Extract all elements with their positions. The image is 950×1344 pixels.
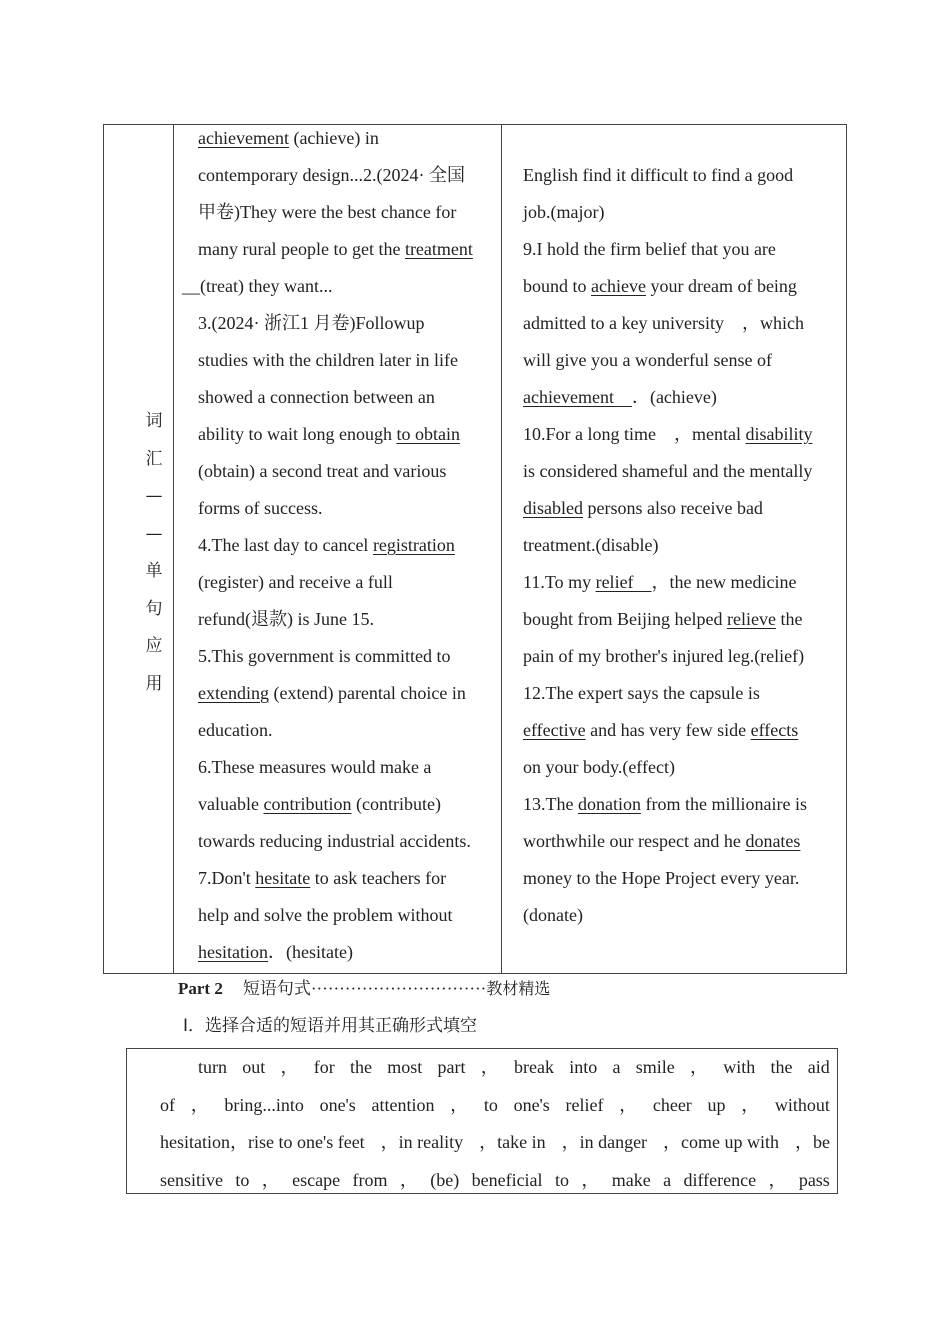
text-line bbox=[523, 342, 812, 379]
phrase-token: the bbox=[770, 1057, 793, 1077]
text-line bbox=[198, 305, 473, 342]
text-segment: (register) and receive a full bbox=[198, 572, 393, 592]
phrase-token: ， bbox=[450, 1094, 469, 1115]
phrase-token: ， bbox=[619, 1094, 638, 1115]
text-segment: many rural people to get the bbox=[198, 239, 405, 259]
text-line bbox=[198, 749, 473, 786]
text-segment: __ bbox=[182, 276, 200, 296]
answer-word: extending bbox=[198, 683, 269, 703]
text-line bbox=[523, 527, 812, 564]
answer-word: achievement bbox=[198, 128, 289, 148]
phrase-token: to bbox=[554, 1169, 569, 1190]
text-segment: your dream of being bbox=[645, 276, 797, 296]
phrase-token: difference bbox=[683, 1169, 757, 1190]
category-char: 词 bbox=[145, 411, 163, 431]
text-line bbox=[523, 305, 812, 342]
text-line bbox=[198, 490, 473, 527]
phrase-box bbox=[126, 1048, 838, 1194]
text-segment: bound to bbox=[523, 276, 592, 296]
text-line bbox=[198, 194, 473, 231]
text-line bbox=[198, 416, 473, 453]
phrase-token: smile bbox=[635, 1057, 675, 1077]
phrase-token: ， bbox=[581, 1169, 600, 1190]
text-segment: admitted to a key university ，which bbox=[523, 313, 804, 333]
text-segment: the bbox=[775, 609, 803, 629]
part2-heading bbox=[178, 975, 550, 1003]
phrase-token: escape bbox=[292, 1169, 341, 1190]
phrase-token: ，in danger bbox=[561, 1132, 648, 1152]
text-segment: 5.This government is committed to bbox=[198, 646, 451, 666]
phrase-token: sensitive bbox=[160, 1169, 223, 1190]
text-segment: is considered shameful and the mentally bbox=[523, 461, 813, 481]
text-line bbox=[198, 527, 473, 564]
phrase-token: one's bbox=[319, 1094, 356, 1115]
answer-word: effects bbox=[750, 720, 799, 740]
text-segment: English find it difficult to find a good bbox=[523, 165, 794, 185]
category-char: 句 bbox=[145, 598, 163, 619]
answer-word: treatment bbox=[404, 239, 473, 259]
phrase-token: hesitation，rise to one's feet bbox=[160, 1132, 365, 1152]
text-line bbox=[198, 342, 473, 379]
answer-word: disability bbox=[745, 424, 813, 444]
part2-title: 短语句式 bbox=[242, 979, 311, 999]
phrase-token: ，be bbox=[794, 1132, 830, 1152]
text-line bbox=[198, 601, 473, 638]
phrase-token: ， bbox=[768, 1169, 787, 1190]
phrase-token: (be) bbox=[430, 1169, 460, 1190]
phrase-token: out bbox=[242, 1057, 266, 1077]
text-segment: and has very few side bbox=[585, 720, 751, 740]
phrase-token: ， bbox=[261, 1169, 280, 1190]
phrase-token: from bbox=[352, 1169, 388, 1190]
text-segment: 4.The last day to cancel bbox=[198, 535, 373, 555]
exercise-instruction: Ⅰ．选择合适的短语并用其正确形式填空 bbox=[183, 1016, 478, 1036]
text-segment: valuable bbox=[198, 794, 264, 814]
middle-column-text bbox=[182, 120, 473, 971]
phrase-token: pass bbox=[798, 1169, 830, 1190]
text-segment: studies with the children later in life bbox=[198, 350, 458, 370]
phrase-token: to bbox=[483, 1094, 498, 1115]
text-line bbox=[198, 157, 473, 194]
text-line bbox=[523, 453, 812, 490]
text-segment: 12.The expert says the capsule is bbox=[523, 683, 760, 703]
text-line bbox=[523, 712, 812, 749]
phrase-token: ，take in bbox=[479, 1132, 546, 1152]
text-line bbox=[198, 823, 473, 860]
text-line bbox=[198, 379, 473, 416]
category-char: 单 bbox=[145, 561, 163, 581]
phrase-token: ， bbox=[190, 1094, 209, 1115]
answer-word: donates bbox=[745, 831, 801, 851]
text-line bbox=[523, 379, 812, 416]
phrase-token: part bbox=[437, 1057, 466, 1077]
text-segment: forms of success. bbox=[198, 498, 323, 518]
part2-label: Part 2 bbox=[178, 979, 223, 998]
answer-word: disabled bbox=[523, 498, 583, 518]
text-line bbox=[523, 268, 812, 305]
right-column bbox=[502, 125, 846, 973]
text-line bbox=[198, 231, 473, 268]
phrase-token: ，in reality bbox=[380, 1132, 464, 1152]
text-segment: 7.Don't bbox=[198, 868, 256, 888]
phrase-token: with bbox=[723, 1057, 756, 1077]
category-char: 应 bbox=[145, 636, 163, 656]
part2-tag: 教材精选 bbox=[486, 979, 551, 998]
phrase-token: one's bbox=[513, 1094, 550, 1115]
text-segment: ，the new medicine bbox=[651, 572, 797, 592]
phrase-token: ， bbox=[741, 1094, 760, 1115]
text-line bbox=[523, 823, 812, 860]
text-segment: to ask teachers for bbox=[310, 868, 447, 888]
text-segment: help and solve the problem without bbox=[198, 905, 453, 925]
phrase-token: relief bbox=[565, 1094, 604, 1115]
text-line bbox=[182, 268, 473, 305]
part2-dots: ······························· bbox=[310, 979, 487, 998]
phrase-list bbox=[160, 1049, 830, 1199]
phrase-token: the bbox=[350, 1057, 373, 1077]
text-segment: contemporary design...2.(2024· 全国 bbox=[198, 165, 465, 185]
phrase-token: of bbox=[160, 1094, 175, 1115]
category-char: — bbox=[145, 486, 163, 506]
text-segment: (obtain) a second treat and various bbox=[198, 461, 447, 481]
answer-word: to obtain bbox=[396, 424, 460, 444]
phrase-token: for bbox=[313, 1057, 335, 1077]
text-segment: from the millionaire is bbox=[640, 794, 807, 814]
middle-column bbox=[174, 125, 502, 973]
phrase-token: turn bbox=[198, 1057, 227, 1077]
text-segment: (extend) parental choice in bbox=[268, 683, 466, 703]
category-column bbox=[104, 125, 174, 973]
phrase-token: ， bbox=[399, 1169, 418, 1190]
text-line bbox=[523, 231, 812, 268]
answer-word: registration bbox=[372, 535, 455, 555]
answer-word: donation bbox=[577, 794, 641, 814]
text-segment: (treat) they want... bbox=[200, 276, 333, 296]
text-segment: towards reducing industrial accidents. bbox=[198, 831, 471, 851]
answer-word: relieve bbox=[726, 609, 776, 629]
text-segment: (contribute) bbox=[351, 794, 441, 814]
text-segment: education. bbox=[198, 720, 273, 740]
phrase-token: ， bbox=[280, 1057, 299, 1077]
text-segment: pain of my brother's injured leg.(relief) bbox=[523, 646, 805, 666]
text-segment: (donate) bbox=[523, 905, 583, 925]
phrase-token: a bbox=[663, 1169, 672, 1190]
phrase-token: up bbox=[707, 1094, 726, 1115]
category-char: 用 bbox=[145, 673, 163, 694]
phrase-line bbox=[160, 1087, 830, 1125]
vocab-table bbox=[103, 124, 847, 974]
text-line bbox=[523, 675, 812, 712]
phrase-token: ， bbox=[690, 1057, 709, 1077]
answer-word: relief bbox=[595, 572, 652, 592]
text-line bbox=[523, 638, 812, 675]
text-line bbox=[198, 934, 473, 971]
answer-word: hesitation bbox=[198, 942, 268, 962]
text-segment: (achieve) in bbox=[288, 128, 379, 148]
text-segment: worthwhile our respect and he bbox=[523, 831, 746, 851]
text-line bbox=[198, 564, 473, 601]
text-line bbox=[523, 601, 812, 638]
text-segment: showed a connection between an bbox=[198, 387, 435, 407]
text-line bbox=[198, 453, 473, 490]
phrase-token: attention bbox=[371, 1094, 435, 1115]
phrase-token: most bbox=[387, 1057, 423, 1077]
phrase-line bbox=[160, 1162, 830, 1200]
text-line bbox=[523, 786, 812, 823]
answer-word: achieve bbox=[591, 276, 646, 296]
text-line bbox=[198, 712, 473, 749]
phrase-token: without bbox=[774, 1094, 830, 1115]
category-char: 汇 bbox=[145, 448, 163, 469]
answer-word: achievement bbox=[523, 387, 632, 407]
text-segment: ability to wait long enough bbox=[198, 424, 397, 444]
phrase-token: to bbox=[235, 1169, 250, 1190]
text-line bbox=[523, 897, 812, 934]
text-line bbox=[198, 786, 473, 823]
text-line bbox=[523, 564, 812, 601]
phrase-token: cheer bbox=[652, 1094, 692, 1115]
phrase-token: ，come up with bbox=[663, 1132, 780, 1152]
text-segment: 9.I hold the firm belief that you are bbox=[523, 239, 776, 259]
text-segment: money to the Hope Project every year. bbox=[523, 868, 800, 888]
text-line bbox=[523, 860, 812, 897]
answer-word: effective bbox=[523, 720, 586, 740]
text-segment: 11.To my bbox=[523, 572, 596, 592]
text-segment: 甲卷)They were the best chance for bbox=[198, 202, 457, 222]
text-segment: 10.For a long time ，mental bbox=[523, 424, 746, 444]
phrase-line bbox=[160, 1124, 830, 1162]
phrase-token: a bbox=[612, 1057, 621, 1077]
right-column-text bbox=[523, 157, 812, 934]
phrase-token: make bbox=[611, 1169, 651, 1190]
phrase-token: bring...into bbox=[224, 1094, 304, 1115]
text-segment: ．(achieve) bbox=[631, 387, 717, 407]
answer-word: contribution bbox=[263, 794, 352, 814]
text-segment: on your body.(effect) bbox=[523, 757, 675, 777]
text-segment: treatment.(disable) bbox=[523, 535, 659, 555]
text-segment: 6.These measures would make a bbox=[198, 757, 432, 777]
text-line bbox=[198, 120, 473, 157]
category-char: — bbox=[145, 523, 163, 544]
text-line bbox=[523, 157, 812, 194]
phrase-token: aid bbox=[807, 1057, 830, 1077]
text-segment: 3.(2024· 浙江1 月卷)Followup bbox=[198, 313, 425, 333]
phrase-token: beneficial bbox=[471, 1169, 543, 1190]
text-segment: persons also receive bad bbox=[583, 498, 763, 518]
phrase-token: break bbox=[514, 1057, 554, 1077]
text-segment: 13.The bbox=[523, 794, 578, 814]
answer-word: hesitate bbox=[255, 868, 311, 888]
text-line bbox=[198, 860, 473, 897]
text-segment: bought from Beijing helped bbox=[523, 609, 727, 629]
text-line bbox=[523, 490, 812, 527]
text-segment: ．(hesitate) bbox=[268, 942, 353, 962]
phrase-line bbox=[160, 1049, 830, 1087]
text-line bbox=[523, 416, 812, 453]
phrase-token: ， bbox=[480, 1057, 499, 1077]
text-line bbox=[523, 749, 812, 786]
phrase-token: into bbox=[569, 1057, 598, 1077]
text-segment: refund(退款) is June 15. bbox=[198, 609, 374, 629]
text-segment: job.(major) bbox=[523, 202, 605, 222]
text-line bbox=[198, 638, 473, 675]
category-label bbox=[144, 403, 164, 703]
text-line bbox=[523, 194, 812, 231]
text-line bbox=[198, 675, 473, 712]
text-segment: will give you a wonderful sense of bbox=[523, 350, 772, 370]
text-line bbox=[198, 897, 473, 934]
